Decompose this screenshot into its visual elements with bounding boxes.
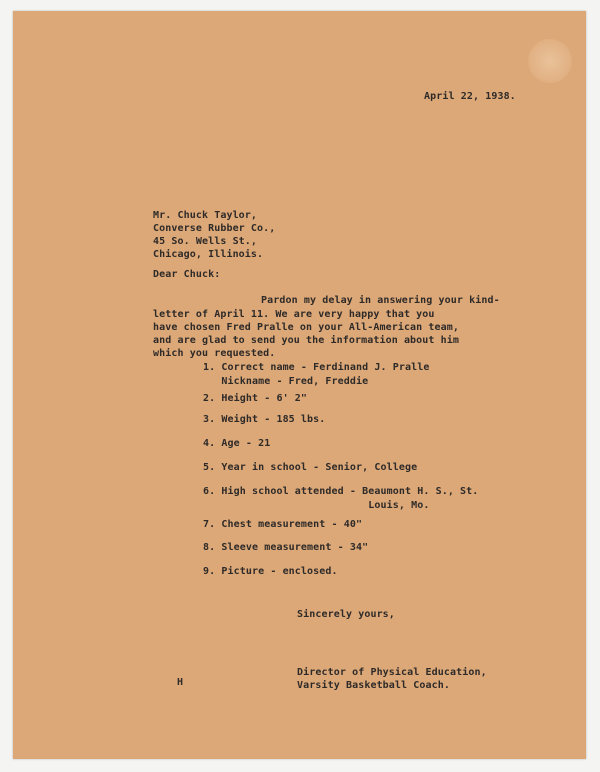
salutation: Dear Chuck:	[153, 269, 221, 280]
list-item	[203, 461, 417, 475]
list-item	[203, 437, 270, 451]
list-item-text: 7. Chest measurement - 40"	[203, 519, 363, 530]
list-item-text: 4. Age - 21	[203, 438, 271, 449]
list-item-continuation: Nickname - Fred, Freddie	[203, 375, 369, 387]
body-line: have chosen Fred Pralle on your All-American team,	[153, 322, 460, 333]
body-line: which you requested.	[153, 348, 276, 359]
list-item	[203, 361, 429, 388]
list-item	[203, 565, 338, 579]
recipient-line: 45 So. Wells St.,	[153, 236, 258, 247]
letter-date: April 22, 1938.	[424, 91, 516, 102]
closing: Sincerely yours,	[297, 609, 395, 620]
list-item-text: 9. Picture - enclosed.	[203, 566, 338, 577]
recipient-line: Chicago, Illinois.	[153, 249, 264, 260]
recipient-line: Converse Rubber Co.,	[153, 223, 276, 234]
list-item	[203, 485, 478, 512]
list-item-text: 3. Weight - 185 lbs.	[203, 414, 326, 425]
signature-line: Varsity Basketball Coach.	[297, 680, 451, 691]
recipient-line: Mr. Chuck Taylor,	[153, 210, 258, 221]
list-item-text: 5. Year in school - Senior, College	[203, 462, 418, 473]
signature-line: Director of Physical Education,	[297, 667, 487, 678]
list-item-text: 8. Sleeve measurement - 34"	[203, 542, 369, 553]
body-line: Pardon my delay in answering your kind-	[261, 295, 500, 306]
list-item-text: 1. Correct name - Ferdinand J. Pralle	[203, 362, 430, 373]
typist-initials: H	[177, 677, 184, 688]
list-item	[203, 541, 368, 555]
body-line: and are glad to send you the information about him	[153, 335, 460, 346]
list-item	[203, 413, 325, 427]
list-item-text: 2. Height - 6' 2"	[203, 393, 308, 404]
list-item-text: 6. High school attended - Beaumont H. S., St.	[203, 486, 479, 497]
list-item-continuation: Louis, Mo.	[203, 499, 430, 511]
list-item	[203, 518, 362, 532]
list-item	[203, 392, 307, 406]
body-line: letter of April 11. We are very happy that you	[153, 309, 435, 320]
